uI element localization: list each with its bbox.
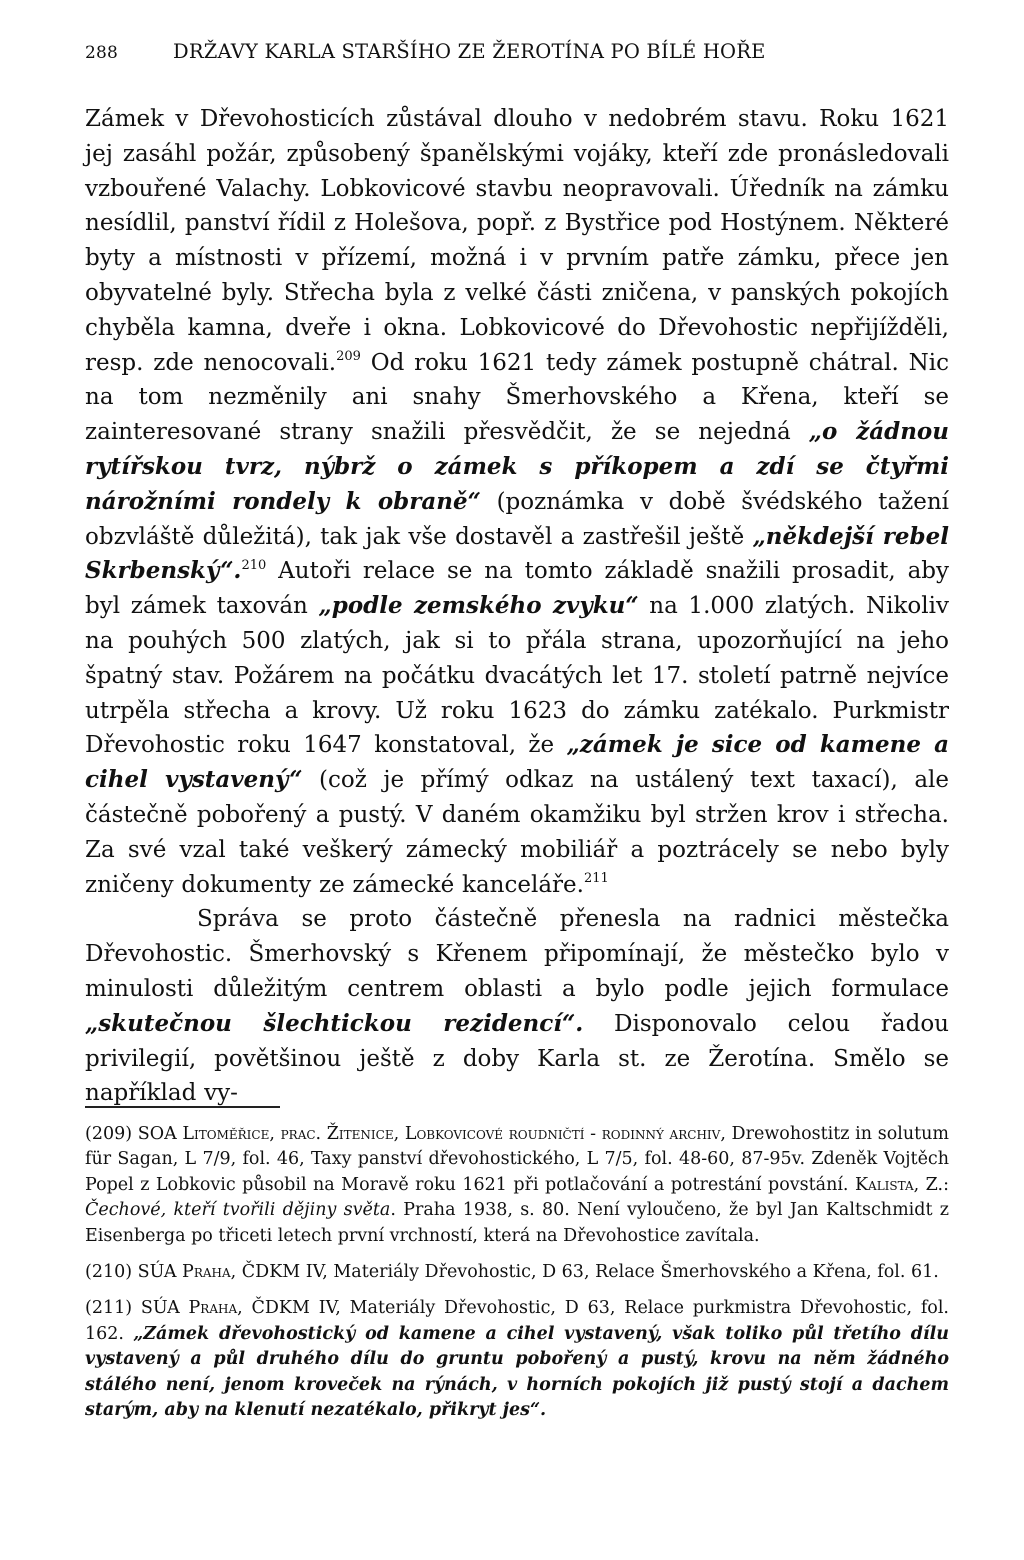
footnote-211 bbox=[85, 1296, 949, 1423]
text-run: (což je přímý odkaz na ustálený text taxací), ale částečně pobořený a pustý. V daném okamžiku byl stržen krov i střecha. Za své vzal také veškerý zámecký mobiliář a poztrácely se nebo byly zničeny dokumenty ze zámecké kanceláře. bbox=[85, 767, 950, 898]
footnote-label: (211) bbox=[85, 1298, 133, 1319]
text-run: Zámek v Dřevohosticích zůstával dlouho v nedobrém stavu. Roku 1621 jej zasáhl požár, způsobený španělskými vojáky, kteří zde pronásledovali vzbouřené Valachy. Lobkovicové stavbu neopravovali. Úředník na zámku nesídlil, panství řídil z Holešova, popř. z Bystřice pod Hostýnem. Některé byty a místnosti v přízemí, možná i v prvním patře zámku, přece jen obyvatelné byly. Střecha byla z velké části zničena, v panských pokojích chyběla kamna, dveře i okna. Lobkovicové do Dřevohostic nepřijížděli, resp. zde nenocovali. bbox=[85, 106, 949, 376]
text-run: na 1.000 zlatých. Nikoliv na pouhých 500 zlatých, jak si to přála strana, upozorňující na jeho špatný stav. Požárem na počátku dvacátých let 17. století patrně nejvíce utrpěla střecha a krovy. Už roku 1623 do zámku zatékalo. Purkmistr Dřevohostic roku 1647 konstatoval, že bbox=[85, 593, 949, 759]
text-run: , Drewohostitz in solutum für Sagan, L 7/9, fol. 46, Taxy panství dřevohostického, L 7/5, fol. 48-60, 87-95v. Zdeněk Vojtěch Popel z Lobkovic působil na Moravě roku 1621 při potlačování a potrestání povstání. bbox=[85, 1124, 949, 1195]
footnotes bbox=[85, 1122, 949, 1434]
main-text bbox=[85, 102, 949, 1111]
running-title: DRŽAVY KARLA STARŠÍHO ZE ŽEROTÍNA PO BÍLÉ HOŘE bbox=[173, 40, 766, 63]
text-run: Od roku 1621 tedy zámek postupně chátral. Nic na tom nezměnily ani snahy Šmerhovského a Křena, kteří se zainteresované strany snažili přesvědčit, že se nejedná bbox=[85, 349, 950, 446]
quote-tvrz: „o žádnou rytířskou tvrz, nýbrž o zámek s příkopem a zdí se čtyřmi nárožními rondely k obraně“ bbox=[85, 418, 949, 515]
quote-skrbensky: „někdejší rebel Skrbenský“. bbox=[85, 522, 949, 585]
text-run: SÚA bbox=[140, 1298, 189, 1319]
footnote-ref-210[interactable]: 210 bbox=[241, 557, 267, 573]
text-run: Správa se proto částečně přenesla na radnici městečka Dřevohostic. Šmerhovský s Křenem připomínají, že městečko bylo v minulosti důležitým centrem oblasti a bylo podle jejich formulace bbox=[85, 906, 949, 1002]
footnote-210 bbox=[85, 1260, 949, 1285]
footnote-209 bbox=[85, 1122, 949, 1249]
text-run: SÚA bbox=[137, 1262, 183, 1283]
book-title: Čechové, kteří tvořili dějiny světa bbox=[85, 1200, 391, 1221]
text-run: Autoři relace se na tomto základě snažili prosadit, aby byl zámek taxován bbox=[85, 558, 949, 620]
text-run: , ČDKM IV, Materiály Dřevohostic, D 63, Relace Šmerhovského a Křena, fol. 61. bbox=[230, 1262, 939, 1283]
footnote-ref-209[interactable]: 209 bbox=[336, 348, 361, 364]
footnote-label: (209) bbox=[85, 1124, 133, 1144]
archive-city: Praha bbox=[182, 1262, 231, 1283]
footnote-label: (210) bbox=[85, 1262, 133, 1283]
footnote-divider bbox=[85, 1106, 280, 1108]
text-run: Disponovalo celou řadou privilegií, povětšinou ještě z doby Karla st. ze Žerotína. Smělo se například vy- bbox=[85, 1010, 949, 1107]
quote-zamek: „zámek je sice od kamene a cihel vystavený“ bbox=[85, 731, 949, 794]
running-header bbox=[85, 40, 945, 63]
footnote-ref-211[interactable]: 211 bbox=[583, 870, 609, 886]
text-run: , Z.: bbox=[913, 1174, 949, 1195]
archive-city: Praha bbox=[188, 1298, 238, 1319]
quote-zvyku: „podle zemského zvyku“ bbox=[318, 592, 639, 620]
page-number: 288 bbox=[85, 43, 119, 63]
quote-rezidenci: „skutečnou šlechtickou rezidencí“. bbox=[85, 1009, 584, 1037]
paragraph-2 bbox=[85, 902, 949, 1111]
archive-name: SOA Litoměřice, prac. Žitenice, Lobkovicové roudničtí - rodinný archiv bbox=[137, 1124, 721, 1144]
quote-purkmistr: „Zámek dřevohostický od kamene a cihel vystavený, však toliko půl třetího dílu vystavený a půl druhého dílu do gruntu pobořený a pustý, krovu na něm žádného stálého není, jenom kroveček na rýnách, v horních pokojích již pustý stojí a dachem starým, aby na klenutí nezatékalo, přikryt jes“. bbox=[85, 1323, 950, 1421]
author-name: Kalista bbox=[854, 1174, 914, 1195]
paragraph-1 bbox=[85, 102, 949, 902]
text-run: (poznámka v době švédského tažení obzvláště důležitá), tak jak vše dostavěl a zastřešil ještě bbox=[85, 488, 949, 550]
text-run: . Praha 1938, s. 80. Není vyloučeno, že byl Jan Kaltschmidt z Eisenberga po třiceti letech první vrchností, která na Dřevohostice zavítala. bbox=[85, 1200, 950, 1246]
text-run: , ČDKM IV, Materiály Dřevohostic, D 63, Relace purkmistra Dřevohostic, fol. 162. bbox=[85, 1298, 949, 1344]
